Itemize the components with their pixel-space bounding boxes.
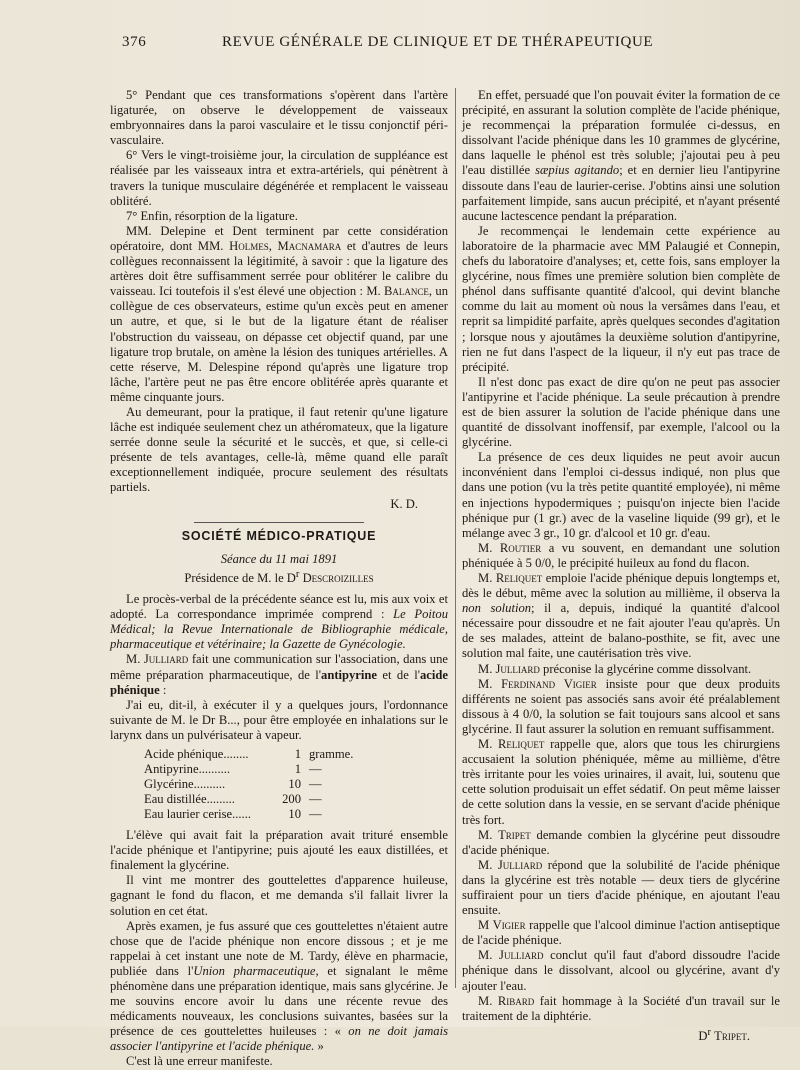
author-name: Balance [384, 284, 429, 299]
formula-row: Acide phénique........ 1 gramme. [144, 747, 354, 762]
paragraph: M. Julliard répond que la solubilité de l'acide phénique dans la glycérine est très notable — deux tiers de glycérine suffiraient pour un tiers d'acide phénique, en ajoutant l'eau ensuite. [462, 857, 781, 918]
quoted-conclusion: on ne doit jamais associer l'antipyrine et l'acide phénique. [110, 1024, 449, 1054]
paragraph: En effet, persuadé que l'on pouvait éviter la formation de ce précipité, en assurant la solution complète de l'acide phénique, je recommençai la préparation formulée ci-dessus, en dissolvant l'acide phénique dans les 10 grammes de glycérine, dans laquelle le phénol est très soluble; j'ajoutai peu à peu l'eau distillée sæpius agitando; et en dernier lieu l'antipyrine dissoute dans l'eau de laurier-cerise. J'obtins ainsi une solution parfaitement limpide, sans aucun précipité, et n'ayant présenté aucune lactescence pendant la préparation. [462, 88, 780, 223]
paragraph: Il n'est donc pas exact de dire qu'on ne peut pas associer l'antipyrine et l'acide phénique. La seule précaution à prendre est de bien assurer la solution de l'acide phénique dans une quantité de dissolvant inoffensif, par exemple, l'alcool ou la glycérine. [462, 374, 780, 450]
paragraph: Au demeurant, pour la pratique, il faut retenir qu'une ligature lâche est indiquée seulement chez un athéromateux, que la ligature serrée donne seule la sécurité et le succès, et que, si celle-ci présente de tels avantages, celle-là, même quand elle paraît exceptionnellement indiquée, procure seulement des résultats partiels. [110, 404, 448, 495]
chair-line: Présidence de M. le $D^r$ Descroizilles [184, 568, 374, 585]
paragraph: 7° Enfin, résorption de la ligature. [126, 208, 298, 223]
paragraph: L'élève qui avait fait la préparation avait trituré ensemble l'acide phénique et l'antipyrine; puis ajouté les eaux distillées, et finalement la glycérine. [110, 828, 448, 873]
paragraph: La présence de ces deux liquides ne peut avoir aucun inconvénient dans l'emploi ci-dessus indiqué, non plus que dans une potion (vu la très petite quantité employée), ni même en injections hypodermiques ; puisqu'on injecte bien l'acide phénique pur (1 gr.) avec de la vaseline liquide (99 gr), et le mélange avec 3 gr., 10 gr. d'alcool et 10 gr. d'eau. [462, 450, 780, 540]
left-column [110, 88, 448, 1070]
paragraph: M. Routier a vu souvent, en demandant une solution phéniquée à 5 0/0, le précipité huileux au fond du flacon. [462, 540, 780, 570]
paragraph: M. Julliard conclut qu'il faut d'abord dissoudre l'acide phénique dans le dissolvant, alcool ou glycérine, avant d'y ajouter l'eau. [462, 948, 780, 993]
formula-row: Glycérine.......... 10 — [144, 777, 322, 792]
paragraph: M Vigier rappelle que l'alcool diminue l'action antiseptique de l'acide phénique. [462, 918, 780, 948]
paragraph: C'est là une erreur manifeste. [126, 1054, 273, 1069]
paragraph: M. Reliquet emploie l'acide phénique depuis longtemps et, dès le début, même avec la solution au millième, il observa la non solution; il a, depuis, indiqué la quantité d'alcool nécessaire pour dissoudre et ne fait ajouter l'eau qu'après. Un de ses malades, atteint de balano-posthite, se fit, avec une solution mal faite, une cautérisation très vive. [462, 571, 781, 661]
column-divider [455, 88, 456, 988]
paragraph: Le procès-verbal de la précédente séance est lu, mis aux voix et adopté. La correspondance imprimée comprend : Le Poitou Médical; la Revue Internationale de Bibliographie médicale, pharmaceutique et vétérinaire; la Gazette de Gynécologie. [110, 592, 448, 652]
paragraph: Après examen, je fus assuré que ces gouttelettes n'étaient autre chose que de l'acide phénique non encore dissous ; et je me rappelai à cet instant une note de M. Tardy, élève en pharmacie, publiée dans l'Union pharmaceutique, et signalant le même phénomène dans une préparation identique, mais sans glycérine. Je me souvins encore avoir lu dans une récente revue des médicaments nouveaux, les conclusions suivantes, basées sur la présence de ces gouttelettes huileuses : « on ne doit jamais associer l'antipyrine et l'acide phénique. » [110, 918, 449, 1054]
paragraph: M. Julliard préconise la glycérine comme dissolvant. [478, 661, 752, 676]
paragraph: M. Ferdinand Vigier insiste pour que deux produits différents ne soient pas associés sans avoir été préalablement dissous à 4 0/0, la solution se fait toujours sans alcool et sans glycérine. Il faut assurer la solution en remuant suffisamment. [462, 676, 780, 736]
running-title: REVUE GÉNÉRALE DE CLINIQUE ET DE THÉRAPEUTIQUE [222, 34, 654, 50]
paragraph: M. Julliard fait une communication sur l'association, dans une même préparation pharmaceutique, de l'antipyrine et de l'acide phénique : [110, 652, 448, 697]
paragraph: M. Reliquet rappelle que, alors que tous les chirurgiens accusaient la solution phéniquée, même au millième, d'être très irritante pour les voies urinaires, il avait, lui, soutenu que cette solution produisait un effet sédatif. On peut même laisser de cette solution dans la vessie, en se servant d'acide phénique très fort. [462, 737, 781, 827]
society-heading: SOCIÉTÉ MÉDICO-PRATIQUE [181, 528, 377, 543]
journal-list: Le Poitou Médical; la Revue Internationale de Bibliographie médicale, pharmaceutique et vétérinaire; la Gazette de Gynécologie. [110, 607, 448, 652]
right-column [462, 88, 780, 1044]
formula-row: Eau laurier cerise...... 10 — [144, 807, 322, 822]
author-names: Holmes, Macnamara [229, 238, 342, 253]
paragraph: 6° Vers le vingt-troisième jour, la circulation de suppléance est réalisée par les vaisseaux intra et extra-artériels, qui pénètrent à travers la tunique musculaire dégénérée et remplacent le vaisseau oblitéré. [110, 148, 448, 208]
prescription-formula [140, 747, 373, 822]
secretary-signoff: $D^r$ Tripet. [698, 1026, 750, 1043]
article-signoff: K. D. [390, 496, 418, 511]
formula-row: Eau distillée......... 200 — [144, 792, 322, 807]
paragraph: 5° Pendant que ces transformations s'opèrent dans l'artère ligaturée, on observe le développement de vaisseaux embryonnaires dans la paroi vasculaire et le tissu conjonctif péri-vasculaire. [110, 88, 448, 148]
paragraph: M. Ribard fait hommage à la Société d'un travail sur le traitement de la diphtérie. [462, 993, 780, 1023]
paragraph: J'ai eu, dit-il, à exécuter il y a quelques jours, l'ordonnance suivante de M. le Dr B..., pour être employée en inhalations sur le larynx dans un pulvérisateur à vapeur. [110, 697, 448, 742]
page-number: 376 [122, 34, 147, 50]
formula-row: Antipyrine.......... 1 — [144, 762, 322, 777]
paragraph: Je recommençai le lendemain cette expérience au laboratoire de la pharmacie avec MM Palaugié et Connepin, chefs du laboratoire d'analyses; et, cette fois, sans employer la glycérine, nous fîmes une première solution bien complète de phénol dans suffisante quantité d'alcool, qui devint blanche comme du lait au moment où nous la versâmes dans l'eau, et reprit sa limpidité parfaite, après quelques secondes d'agitation ; lorsque nous y ajoutâmes la deuxième solution d'antipyrine, rien ne fut dans l'aspect de la liqueur, il n'y eut pas trace de précipité. [462, 223, 780, 374]
section-rule [194, 522, 364, 523]
session-date: Séance du 11 mai 1891 [220, 551, 338, 566]
paragraph: M. Tripet demande combien la glycérine peut dissoudre d'acide phénique. [462, 827, 780, 857]
paragraph: MM. Delepine et Dent terminent par cette considération opératoire, dont MM. Holmes, Macnamara et d'autres de leurs collègues reconnaissent la légitimité, à savoir : que la ligature des artères doit être suffisamment serrée pour oblitérer le calibre du vaisseau. Ici toutefois il s'est élevé une objection : M. Balance, un collègue de ces observateurs, estime qu'un excès peut en amener un autre, et que, si le but de la ligature étant de réaliser l'obstruction du vaisseau, on dépasse cet objectif quand, par une ligature trop brutale, on amène la lésion des tuniques artérielles. A cette réserve, M. Delespine répond qu'après une ligature trop lâche, l'artère peut ne pas être encore oblitérée après quarante et même cinquante jours. [110, 223, 448, 404]
paragraph: Il vint me montrer des gouttelettes d'apparence huileuse, gagnant le fond du flacon, et me demanda s'il fallait livrer la solution en cet état. [110, 873, 448, 918]
